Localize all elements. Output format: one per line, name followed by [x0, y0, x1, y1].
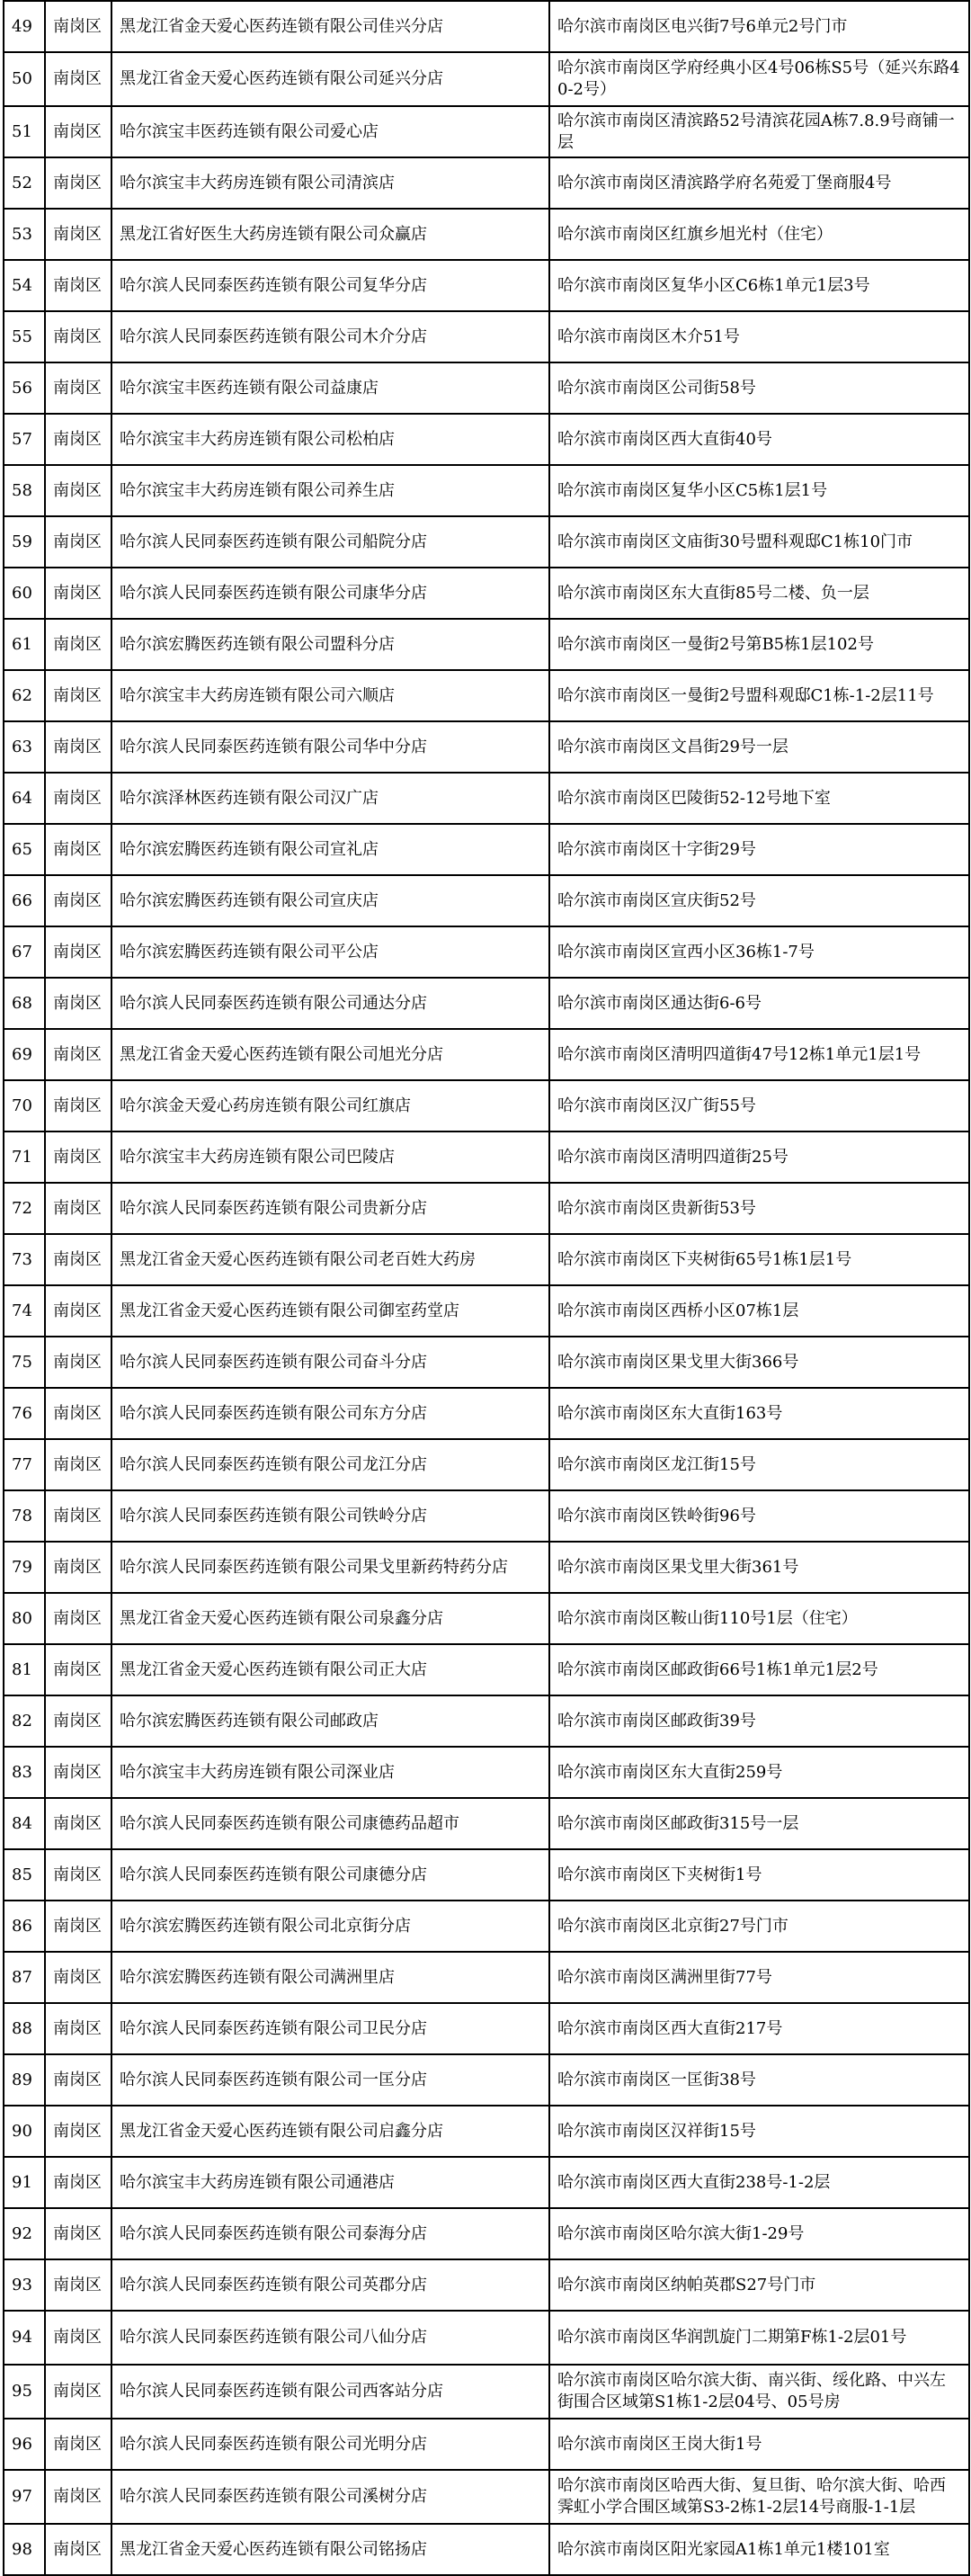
table-row — [4, 260, 969, 311]
pharmacy-name-cell: 哈尔滨宏腾医药连锁有限公司平公店 — [111, 926, 549, 978]
row-number: 94 — [4, 2311, 45, 2365]
pharmacy-name-cell: 哈尔滨人民同泰医药连锁有限公司八仙分店 — [111, 2311, 549, 2365]
pharmacy-name-cell: 哈尔滨宝丰医药连锁有限公司爱心店 — [111, 106, 549, 157]
pharmacy-name-cell: 哈尔滨人民同泰医药连锁有限公司康德分店 — [111, 1849, 549, 1901]
district-cell: 南岗区 — [45, 1285, 111, 1337]
district-cell: 南岗区 — [45, 1644, 111, 1695]
district-cell: 南岗区 — [45, 311, 111, 362]
table-row — [4, 1644, 969, 1695]
row-number: 97 — [4, 2470, 45, 2524]
row-number: 85 — [4, 1849, 45, 1901]
address-cell: 哈尔滨市南岗区贵新街53号 — [549, 1183, 969, 1234]
table-row — [4, 1439, 969, 1490]
table-row — [4, 362, 969, 414]
pharmacy-name-cell: 哈尔滨人民同泰医药连锁有限公司光明分店 — [111, 2419, 549, 2470]
district-cell: 南岗区 — [45, 2003, 111, 2054]
address-cell: 哈尔滨市南岗区西大直街238号-1-2层 — [549, 2157, 969, 2208]
table-row — [4, 1747, 969, 1798]
pharmacy-name-cell: 哈尔滨金天爱心药房连锁有限公司红旗店 — [111, 1080, 549, 1131]
pharmacy-name-cell: 黑龙江省金天爱心医药连锁有限公司老百姓大药房 — [111, 1234, 549, 1285]
address-cell: 哈尔滨市南岗区清滨路52号清滨花园A栋7.8.9号商铺一层 — [549, 106, 969, 157]
pharmacy-name-cell: 哈尔滨人民同泰医药连锁有限公司卫民分店 — [111, 2003, 549, 2054]
table-row — [4, 2311, 969, 2365]
row-number: 59 — [4, 516, 45, 568]
pharmacy-name-cell: 哈尔滨人民同泰医药连锁有限公司西客站分店 — [111, 2365, 549, 2419]
district-cell: 南岗区 — [45, 260, 111, 311]
pharmacy-name-cell: 哈尔滨人民同泰医药连锁有限公司船院分店 — [111, 516, 549, 568]
row-number: 91 — [4, 2157, 45, 2208]
address-cell: 哈尔滨市南岗区东大直街259号 — [549, 1747, 969, 1798]
pharmacy-name-cell: 哈尔滨宝丰大药房连锁有限公司养生店 — [111, 465, 549, 516]
pharmacy-name-cell: 哈尔滨宏腾医药连锁有限公司北京街分店 — [111, 1901, 549, 1952]
row-number: 95 — [4, 2365, 45, 2419]
address-cell: 哈尔滨市南岗区十字街29号 — [549, 824, 969, 875]
pharmacy-name-cell: 哈尔滨宏腾医药连锁有限公司宣礼店 — [111, 824, 549, 875]
address-cell: 哈尔滨市南岗区满洲里街77号 — [549, 1952, 969, 2003]
district-cell: 南岗区 — [45, 1798, 111, 1849]
address-cell: 哈尔滨市南岗区电兴街7号6单元2号门市 — [549, 1, 969, 52]
table-row — [4, 978, 969, 1029]
row-number: 51 — [4, 106, 45, 157]
row-number: 68 — [4, 978, 45, 1029]
table-row — [4, 1131, 969, 1183]
table-row — [4, 670, 969, 721]
district-cell: 南岗区 — [45, 1183, 111, 1234]
pharmacy-name-cell: 黑龙江省金天爱心医药连锁有限公司延兴分店 — [111, 52, 549, 106]
row-number: 64 — [4, 773, 45, 824]
table-row — [4, 926, 969, 978]
address-cell: 哈尔滨市南岗区文昌街29号一层 — [549, 721, 969, 773]
row-number: 49 — [4, 1, 45, 52]
table-row — [4, 1183, 969, 1234]
address-cell: 哈尔滨市南岗区公司街58号 — [549, 362, 969, 414]
pharmacy-name-cell: 哈尔滨人民同泰医药连锁有限公司铁岭分店 — [111, 1490, 549, 1542]
pharmacy-name-cell: 哈尔滨宝丰大药房连锁有限公司松柏店 — [111, 414, 549, 465]
table-row — [4, 516, 969, 568]
district-cell: 南岗区 — [45, 1, 111, 52]
pharmacy-name-cell: 哈尔滨泽林医药连锁有限公司汉广店 — [111, 773, 549, 824]
address-cell: 哈尔滨市南岗区邮政街66号1栋1单元1层2号 — [549, 1644, 969, 1695]
pharmacy-name-cell: 哈尔滨宝丰大药房连锁有限公司六顺店 — [111, 670, 549, 721]
address-cell: 哈尔滨市南岗区清明四道街25号 — [549, 1131, 969, 1183]
address-cell: 哈尔滨市南岗区汉广街55号 — [549, 1080, 969, 1131]
table-row — [4, 2419, 969, 2470]
row-number: 82 — [4, 1695, 45, 1747]
district-cell: 南岗区 — [45, 1695, 111, 1747]
district-cell: 南岗区 — [45, 2470, 111, 2524]
address-cell: 哈尔滨市南岗区下夹树街65号1栋1层1号 — [549, 1234, 969, 1285]
row-number: 81 — [4, 1644, 45, 1695]
row-number: 88 — [4, 2003, 45, 2054]
table-row — [4, 1901, 969, 1952]
table-row — [4, 1080, 969, 1131]
row-number: 55 — [4, 311, 45, 362]
table-row — [4, 1798, 969, 1849]
district-cell: 南岗区 — [45, 978, 111, 1029]
pharmacy-name-cell: 哈尔滨宝丰大药房连锁有限公司通港店 — [111, 2157, 549, 2208]
table-row — [4, 1285, 969, 1337]
district-cell: 南岗区 — [45, 1337, 111, 1388]
row-number: 74 — [4, 1285, 45, 1337]
pharmacy-name-cell: 哈尔滨人民同泰医药连锁有限公司一匡分店 — [111, 2054, 549, 2106]
row-number: 98 — [4, 2524, 45, 2575]
row-number: 75 — [4, 1337, 45, 1388]
pharmacy-name-cell: 黑龙江省金天爱心医药连锁有限公司佳兴分店 — [111, 1, 549, 52]
row-number: 80 — [4, 1593, 45, 1644]
pharmacy-list-table — [3, 0, 970, 2576]
row-number: 86 — [4, 1901, 45, 1952]
pharmacy-name-cell: 哈尔滨人民同泰医药连锁有限公司英郡分店 — [111, 2259, 549, 2311]
address-cell: 哈尔滨市南岗区华润凯旋门二期第F栋1-2层01号 — [549, 2311, 969, 2365]
table-row — [4, 2524, 969, 2575]
district-cell: 南岗区 — [45, 619, 111, 670]
pharmacy-name-cell: 哈尔滨人民同泰医药连锁有限公司泰海分店 — [111, 2208, 549, 2259]
table-row — [4, 619, 969, 670]
table-row — [4, 568, 969, 619]
table-row — [4, 1849, 969, 1901]
address-cell: 哈尔滨市南岗区西大直街217号 — [549, 2003, 969, 2054]
district-cell: 南岗区 — [45, 773, 111, 824]
row-number: 56 — [4, 362, 45, 414]
pharmacy-name-cell: 黑龙江省金天爱心医药连锁有限公司旭光分店 — [111, 1029, 549, 1080]
district-cell: 南岗区 — [45, 926, 111, 978]
row-number: 52 — [4, 157, 45, 209]
district-cell: 南岗区 — [45, 1952, 111, 2003]
row-number: 72 — [4, 1183, 45, 1234]
table-row — [4, 875, 969, 926]
table-row — [4, 2365, 969, 2419]
address-cell: 哈尔滨市南岗区果戈里大街361号 — [549, 1542, 969, 1593]
district-cell: 南岗区 — [45, 721, 111, 773]
address-cell: 哈尔滨市南岗区邮政街315号一层 — [549, 1798, 969, 1849]
pharmacy-name-cell: 哈尔滨人民同泰医药连锁有限公司龙江分店 — [111, 1439, 549, 1490]
district-cell: 南岗区 — [45, 362, 111, 414]
district-cell: 南岗区 — [45, 568, 111, 619]
district-cell: 南岗区 — [45, 1131, 111, 1183]
pharmacy-name-cell: 哈尔滨人民同泰医药连锁有限公司奋斗分店 — [111, 1337, 549, 1388]
district-cell: 南岗区 — [45, 2054, 111, 2106]
table-row — [4, 1490, 969, 1542]
table-row — [4, 1234, 969, 1285]
address-cell: 哈尔滨市南岗区一曼街2号盟科观邸C1栋-1-2层11号 — [549, 670, 969, 721]
address-cell: 哈尔滨市南岗区阳光家园A1栋1单元1楼101室 — [549, 2524, 969, 2575]
address-cell: 哈尔滨市南岗区汉祥街15号 — [549, 2106, 969, 2157]
address-cell: 哈尔滨市南岗区通达街6-6号 — [549, 978, 969, 1029]
table-row — [4, 2208, 969, 2259]
pharmacy-name-cell: 哈尔滨人民同泰医药连锁有限公司木介分店 — [111, 311, 549, 362]
address-cell: 哈尔滨市南岗区红旗乡旭光村（住宅） — [549, 209, 969, 260]
address-cell: 哈尔滨市南岗区下夹树街1号 — [549, 1849, 969, 1901]
row-number: 79 — [4, 1542, 45, 1593]
row-number: 73 — [4, 1234, 45, 1285]
pharmacy-name-cell: 哈尔滨人民同泰医药连锁有限公司康德药品超市 — [111, 1798, 549, 1849]
row-number: 83 — [4, 1747, 45, 1798]
row-number: 66 — [4, 875, 45, 926]
pharmacy-name-cell: 哈尔滨人民同泰医药连锁有限公司复华分店 — [111, 260, 549, 311]
table-row — [4, 1388, 969, 1439]
row-number: 71 — [4, 1131, 45, 1183]
district-cell: 南岗区 — [45, 414, 111, 465]
row-number: 69 — [4, 1029, 45, 1080]
address-cell: 哈尔滨市南岗区东大直街85号二楼、负一层 — [549, 568, 969, 619]
table-row — [4, 1695, 969, 1747]
address-cell: 哈尔滨市南岗区龙江街15号 — [549, 1439, 969, 1490]
pharmacy-name-cell: 哈尔滨人民同泰医药连锁有限公司通达分店 — [111, 978, 549, 1029]
address-cell: 哈尔滨市南岗区东大直街163号 — [549, 1388, 969, 1439]
district-cell: 南岗区 — [45, 1388, 111, 1439]
district-cell: 南岗区 — [45, 2259, 111, 2311]
row-number: 62 — [4, 670, 45, 721]
district-cell: 南岗区 — [45, 1542, 111, 1593]
row-number: 63 — [4, 721, 45, 773]
table-row — [4, 1, 969, 52]
row-number: 60 — [4, 568, 45, 619]
table-row — [4, 1952, 969, 2003]
row-number: 50 — [4, 52, 45, 106]
address-cell: 哈尔滨市南岗区学府经典小区4号06栋S5号（延兴东路40-2号） — [549, 52, 969, 106]
table-row — [4, 52, 969, 106]
district-cell: 南岗区 — [45, 2157, 111, 2208]
district-cell: 南岗区 — [45, 2106, 111, 2157]
row-number: 77 — [4, 1439, 45, 1490]
table-row — [4, 1542, 969, 1593]
table-row — [4, 311, 969, 362]
table-row — [4, 106, 969, 157]
address-cell: 哈尔滨市南岗区王岗大街1号 — [549, 2419, 969, 2470]
pharmacy-name-cell: 哈尔滨人民同泰医药连锁有限公司康华分店 — [111, 568, 549, 619]
pharmacy-name-cell: 黑龙江省金天爱心医药连锁有限公司御室药堂店 — [111, 1285, 549, 1337]
table-row — [4, 824, 969, 875]
row-number: 54 — [4, 260, 45, 311]
district-cell: 南岗区 — [45, 2419, 111, 2470]
address-cell: 哈尔滨市南岗区北京街27号门市 — [549, 1901, 969, 1952]
table-row — [4, 1337, 969, 1388]
pharmacy-name-cell: 黑龙江省好医生大药房连锁有限公司众赢店 — [111, 209, 549, 260]
district-cell: 南岗区 — [45, 1747, 111, 1798]
address-cell: 哈尔滨市南岗区宣庆街52号 — [549, 875, 969, 926]
pharmacy-name-cell: 哈尔滨宝丰大药房连锁有限公司深业店 — [111, 1747, 549, 1798]
address-cell: 哈尔滨市南岗区铁岭街96号 — [549, 1490, 969, 1542]
table-row — [4, 2003, 969, 2054]
district-cell: 南岗区 — [45, 2208, 111, 2259]
row-number: 93 — [4, 2259, 45, 2311]
row-number: 76 — [4, 1388, 45, 1439]
district-cell: 南岗区 — [45, 824, 111, 875]
district-cell: 南岗区 — [45, 2524, 111, 2575]
pharmacy-name-cell: 哈尔滨宏腾医药连锁有限公司盟科分店 — [111, 619, 549, 670]
table-row — [4, 721, 969, 773]
row-number: 58 — [4, 465, 45, 516]
address-cell: 哈尔滨市南岗区清滨路学府名苑爱丁堡商服4号 — [549, 157, 969, 209]
table-row — [4, 1029, 969, 1080]
district-cell: 南岗区 — [45, 1234, 111, 1285]
row-number: 96 — [4, 2419, 45, 2470]
address-cell: 哈尔滨市南岗区纳帕英郡S27号门市 — [549, 2259, 969, 2311]
pharmacy-name-cell: 哈尔滨人民同泰医药连锁有限公司果戈里新药特药分店 — [111, 1542, 549, 1593]
row-number: 89 — [4, 2054, 45, 2106]
address-cell: 哈尔滨市南岗区西桥小区07栋1层 — [549, 1285, 969, 1337]
address-cell: 哈尔滨市南岗区木介51号 — [549, 311, 969, 362]
district-cell: 南岗区 — [45, 1849, 111, 1901]
pharmacy-name-cell: 黑龙江省金天爱心医药连锁有限公司正大店 — [111, 1644, 549, 1695]
address-cell: 哈尔滨市南岗区哈西大街、复旦街、哈尔滨大街、哈西霁虹小学合围区域第S3-2栋1-2层14号商服-1-1层 — [549, 2470, 969, 2524]
address-cell: 哈尔滨市南岗区复华小区C5栋1层1号 — [549, 465, 969, 516]
row-number: 70 — [4, 1080, 45, 1131]
district-cell: 南岗区 — [45, 1029, 111, 1080]
address-cell: 哈尔滨市南岗区哈尔滨大街、南兴街、绥化路、中兴左街围合区域第S1栋1-2层04号、05号房 — [549, 2365, 969, 2419]
table-row — [4, 465, 969, 516]
table-row — [4, 2054, 969, 2106]
district-cell: 南岗区 — [45, 106, 111, 157]
pharmacy-name-cell: 黑龙江省金天爱心医药连锁有限公司铭扬店 — [111, 2524, 549, 2575]
row-number: 67 — [4, 926, 45, 978]
district-cell: 南岗区 — [45, 52, 111, 106]
row-number: 78 — [4, 1490, 45, 1542]
address-cell: 哈尔滨市南岗区鞍山街110号1层（住宅） — [549, 1593, 969, 1644]
pharmacy-name-cell: 黑龙江省金天爱心医药连锁有限公司泉鑫分店 — [111, 1593, 549, 1644]
district-cell: 南岗区 — [45, 2365, 111, 2419]
address-cell: 哈尔滨市南岗区巴陵街52-12号地下室 — [549, 773, 969, 824]
address-cell: 哈尔滨市南岗区宣西小区36栋1-7号 — [549, 926, 969, 978]
row-number: 90 — [4, 2106, 45, 2157]
district-cell: 南岗区 — [45, 1080, 111, 1131]
table-row — [4, 1593, 969, 1644]
pharmacy-name-cell: 哈尔滨人民同泰医药连锁有限公司贵新分店 — [111, 1183, 549, 1234]
table-row — [4, 2470, 969, 2524]
address-cell: 哈尔滨市南岗区一曼街2号第B5栋1层102号 — [549, 619, 969, 670]
row-number: 61 — [4, 619, 45, 670]
address-cell: 哈尔滨市南岗区哈尔滨大街1-29号 — [549, 2208, 969, 2259]
district-cell: 南岗区 — [45, 1439, 111, 1490]
district-cell: 南岗区 — [45, 1593, 111, 1644]
row-number: 87 — [4, 1952, 45, 2003]
table-row — [4, 209, 969, 260]
table-row — [4, 2259, 969, 2311]
pharmacy-name-cell: 黑龙江省金天爱心医药连锁有限公司启鑫分店 — [111, 2106, 549, 2157]
address-cell: 哈尔滨市南岗区清明四道街47号12栋1单元1层1号 — [549, 1029, 969, 1080]
pharmacy-name-cell: 哈尔滨宝丰大药房连锁有限公司巴陵店 — [111, 1131, 549, 1183]
pharmacy-name-cell: 哈尔滨人民同泰医药连锁有限公司溪树分店 — [111, 2470, 549, 2524]
address-cell: 哈尔滨市南岗区邮政街39号 — [549, 1695, 969, 1747]
row-number: 65 — [4, 824, 45, 875]
address-cell: 哈尔滨市南岗区文庙街30号盟科观邸C1栋10门市 — [549, 516, 969, 568]
table-row — [4, 2157, 969, 2208]
district-cell: 南岗区 — [45, 465, 111, 516]
pharmacy-name-cell: 哈尔滨宝丰大药房连锁有限公司清滨店 — [111, 157, 549, 209]
district-cell: 南岗区 — [45, 516, 111, 568]
table-row — [4, 414, 969, 465]
row-number: 53 — [4, 209, 45, 260]
address-cell: 哈尔滨市南岗区西大直街40号 — [549, 414, 969, 465]
table-row — [4, 2106, 969, 2157]
pharmacy-name-cell: 哈尔滨宏腾医药连锁有限公司满洲里店 — [111, 1952, 549, 2003]
district-cell: 南岗区 — [45, 875, 111, 926]
district-cell: 南岗区 — [45, 2311, 111, 2365]
address-cell: 哈尔滨市南岗区复华小区C6栋1单元1层3号 — [549, 260, 969, 311]
table-row — [4, 773, 969, 824]
district-cell: 南岗区 — [45, 157, 111, 209]
district-cell: 南岗区 — [45, 670, 111, 721]
district-cell: 南岗区 — [45, 209, 111, 260]
row-number: 84 — [4, 1798, 45, 1849]
row-number: 57 — [4, 414, 45, 465]
table-body — [4, 1, 969, 2575]
table-row — [4, 157, 969, 209]
pharmacy-name-cell: 哈尔滨宝丰医药连锁有限公司益康店 — [111, 362, 549, 414]
district-cell: 南岗区 — [45, 1901, 111, 1952]
district-cell: 南岗区 — [45, 1490, 111, 1542]
pharmacy-name-cell: 哈尔滨宏腾医药连锁有限公司邮政店 — [111, 1695, 549, 1747]
pharmacy-name-cell: 哈尔滨人民同泰医药连锁有限公司东方分店 — [111, 1388, 549, 1439]
pharmacy-name-cell: 哈尔滨宏腾医药连锁有限公司宣庆店 — [111, 875, 549, 926]
address-cell: 哈尔滨市南岗区一匡街38号 — [549, 2054, 969, 2106]
pharmacy-name-cell: 哈尔滨人民同泰医药连锁有限公司华中分店 — [111, 721, 549, 773]
address-cell: 哈尔滨市南岗区果戈里大街366号 — [549, 1337, 969, 1388]
row-number: 92 — [4, 2208, 45, 2259]
